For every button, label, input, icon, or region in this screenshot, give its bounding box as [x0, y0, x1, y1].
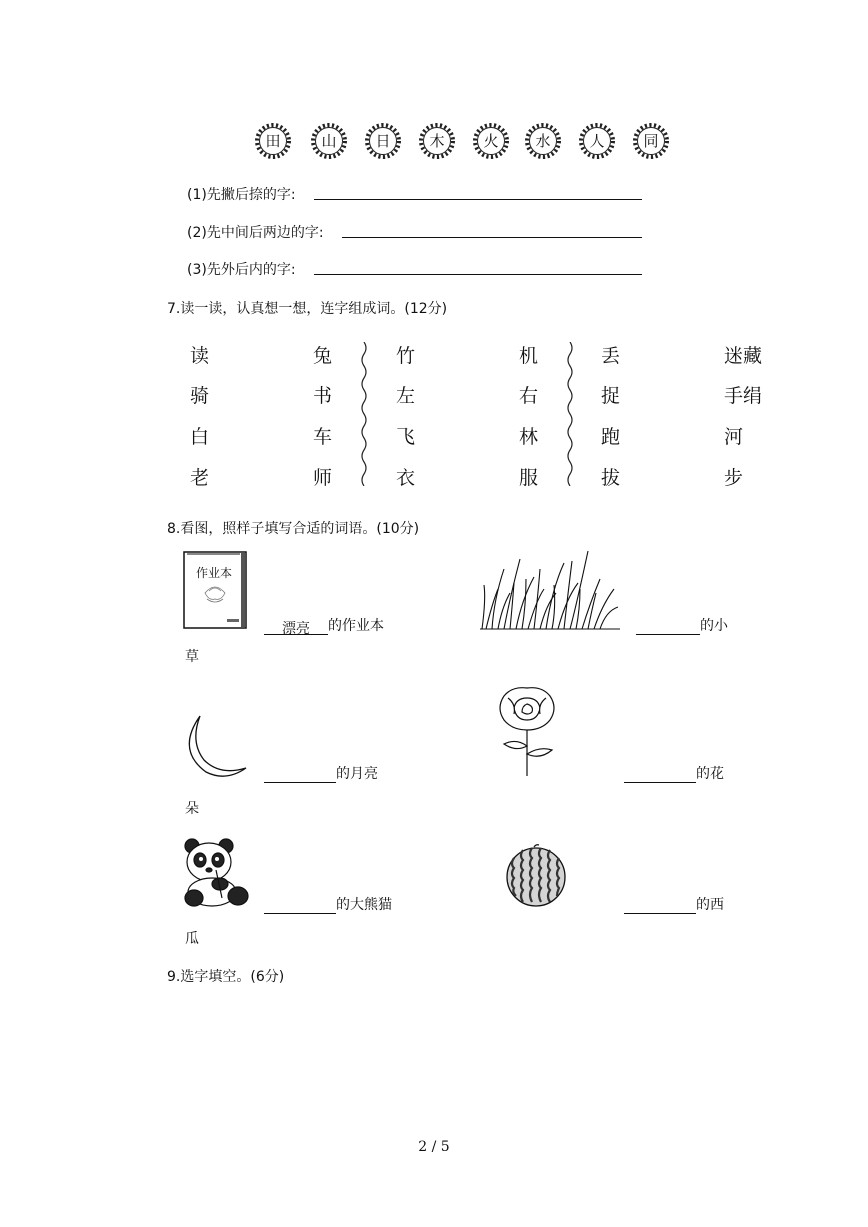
match-char[interactable]: 丢 — [601, 345, 621, 367]
char-badge-text: 木 — [429, 132, 445, 150]
match-char[interactable]: 兔 — [313, 345, 333, 367]
char-badge-text: 山 — [321, 132, 337, 150]
match-char[interactable]: 书 — [313, 385, 333, 407]
fill-blank-1[interactable]: 漂亮 — [264, 618, 328, 635]
match-char[interactable]: 跑 — [601, 426, 621, 448]
fill-caption-4 — [624, 763, 724, 783]
match-char[interactable]: 读 — [190, 345, 210, 367]
match-char[interactable]: 左 — [396, 385, 416, 407]
char-badge — [365, 123, 401, 159]
match-char[interactable]: 老 — [190, 467, 210, 489]
panda-icon — [182, 836, 252, 908]
char-badge-text: 火 — [483, 132, 499, 150]
char-badge — [525, 123, 561, 159]
fill-caption-6 — [624, 894, 724, 914]
fill-caption-5 — [264, 894, 392, 914]
question-9-title: 9.选字填空。(6分) — [167, 969, 285, 985]
grass-icon — [480, 549, 620, 631]
fill-suffix-1: 的作业本 — [328, 618, 384, 634]
question-7-title: 7.读一读，认真想一想，连字组成词。(12分) — [167, 301, 448, 317]
char-badge — [255, 123, 291, 159]
fill-suffix-5: 的大熊猫 — [336, 897, 392, 913]
fill-caption-1 — [264, 615, 384, 635]
answer-blank-3[interactable] — [314, 274, 642, 275]
match-char[interactable]: 手绢 — [724, 385, 763, 407]
match-char[interactable]: 捉 — [601, 385, 621, 407]
notebook-icon — [183, 551, 247, 629]
char-badge — [579, 123, 615, 159]
moon-icon — [180, 710, 250, 780]
match-char[interactable]: 林 — [519, 426, 539, 448]
wavy-divider — [566, 342, 574, 486]
fill-wrap-3: 朵 — [185, 801, 199, 817]
stroke-question-1: (1)先撇后捺的字: — [187, 187, 296, 203]
answer-blank-1[interactable] — [314, 199, 642, 200]
answer-blank-2[interactable] — [342, 237, 642, 238]
match-char[interactable]: 飞 — [396, 426, 416, 448]
fill-caption-2 — [636, 615, 728, 635]
match-char[interactable]: 迷藏 — [724, 345, 763, 367]
match-char[interactable]: 骑 — [190, 385, 210, 407]
char-badge — [419, 123, 455, 159]
fill-suffix-3: 的月亮 — [336, 766, 378, 782]
match-char[interactable]: 机 — [519, 345, 539, 367]
match-char[interactable]: 拔 — [601, 467, 621, 489]
flower-icon — [494, 684, 560, 778]
fill-blank-2[interactable] — [636, 618, 700, 635]
stroke-question-3: (3)先外后内的字: — [187, 262, 296, 278]
page-number: 2 / 5 — [418, 1139, 450, 1155]
char-badge-text: 人 — [589, 132, 605, 150]
question-8-title: 8.看图，照样子填写合适的词语。(10分) — [167, 521, 420, 537]
fill-wrap-5: 瓜 — [185, 931, 199, 947]
char-badge — [473, 123, 509, 159]
match-char[interactable]: 车 — [313, 426, 333, 448]
char-badge-text: 日 — [375, 132, 391, 150]
match-char[interactable]: 右 — [519, 385, 539, 407]
fill-wrap-2: 草 — [185, 649, 199, 665]
notebook-cover-title: 作业本 — [195, 566, 232, 580]
fill-blank-3[interactable] — [264, 766, 336, 783]
match-char[interactable]: 服 — [519, 467, 539, 489]
watermelon-icon — [504, 844, 568, 908]
match-char[interactable]: 河 — [724, 426, 744, 448]
match-char[interactable]: 竹 — [396, 345, 416, 367]
char-badge-text: 田 — [265, 132, 281, 150]
fill-suffix-4: 的花 — [696, 766, 724, 782]
fill-blank-4[interactable] — [624, 766, 696, 783]
char-badge-text: 同 — [643, 132, 659, 150]
match-char[interactable]: 白 — [190, 426, 210, 448]
fill-blank-6[interactable] — [624, 897, 696, 914]
fill-blank-5[interactable] — [264, 897, 336, 914]
char-badge-text: 水 — [535, 132, 551, 150]
fill-caption-3 — [264, 763, 378, 783]
match-char[interactable]: 衣 — [396, 467, 416, 489]
fill-suffix-2: 的小 — [700, 618, 728, 634]
wavy-divider — [360, 342, 368, 486]
char-badge — [633, 123, 669, 159]
stroke-question-2: (2)先中间后两边的字: — [187, 225, 324, 241]
match-char[interactable]: 师 — [313, 467, 333, 489]
char-badge — [311, 123, 347, 159]
match-char[interactable]: 步 — [724, 467, 744, 489]
fill-suffix-6: 的西 — [696, 897, 724, 913]
